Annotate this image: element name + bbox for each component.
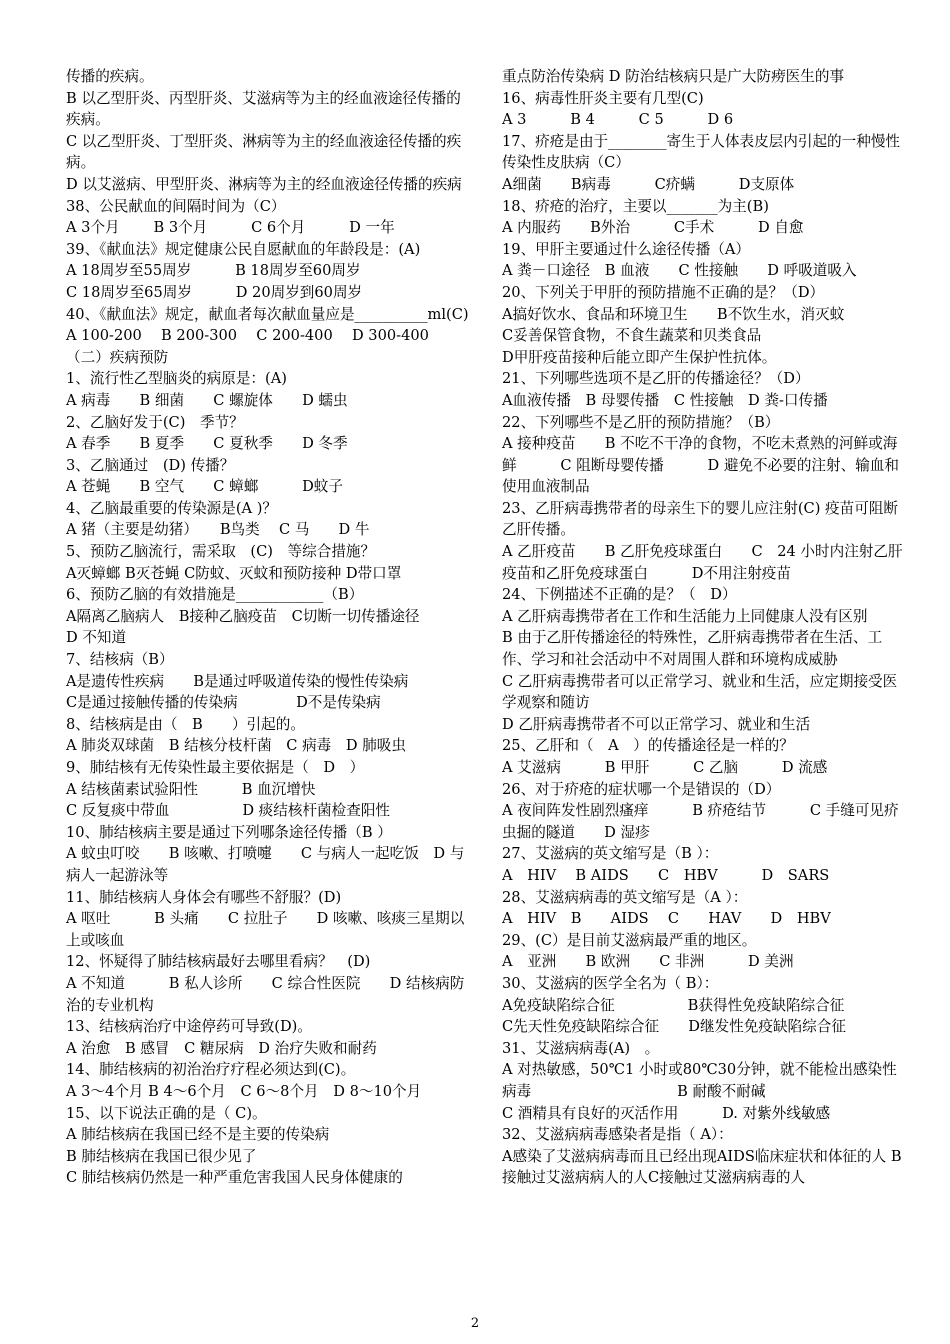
text-line: 23、乙肝病毒携带者的母亲生下的婴儿应注射(C) 疫苗可阻断乙肝传播。	[502, 499, 899, 539]
text-line: 22、下列哪些不是乙肝的预防措施？（B）	[502, 413, 780, 431]
text-line: A 乙肝疫苗 B 乙肝免疫球蛋白 C 24 小时内注射乙肝疫苗和乙肝免疫球蛋白 D不用注射疫苗	[502, 543, 903, 582]
text-line: A 接种疫苗 B 不吃不干净的食物，不吃未煮熟的河鲜或海鲜 C 阻断母婴传播 D 避免不必要的注射、输血和使用血液制品	[502, 435, 899, 496]
text-line: 27、艾滋病的英文缩写是（B ）：	[502, 845, 719, 863]
text-line: A 艾滋病 B 甲肝 C 乙脑 D 流感	[502, 759, 828, 776]
right-column	[502, 66, 910, 1189]
text-line: B 由于乙肝传播途径的特殊性，乙肝病毒携带者在生活、工作、学习和社会活动中不对周围人群和环境构成威胁	[502, 629, 883, 669]
text-line: 30、艾滋病的医学全名为（ B）：	[502, 974, 719, 992]
text-line: 16、病毒性肝炎主要有几型(C)	[502, 89, 704, 107]
text-line: 17、疥疮是由于________寄生于人体表皮层内引起的一种慢性传染性皮肤病（C）	[502, 132, 901, 172]
text-line: （二）疾病预防	[66, 348, 169, 366]
left-column	[66, 66, 474, 1189]
text-line: C 以乙型肝炎、丁型肝炎、淋病等为主的经血液途径传播的疾病。	[66, 132, 462, 172]
text-line: A是遗传性疾病 B是通过呼吸道传染的慢性传染病	[66, 672, 409, 690]
text-line: 10、肺结核病主要是通过下列哪条途径传播（B ）	[66, 823, 392, 841]
text-line: A 病毒 B 细菌 C 螺旋体 D 蠕虫	[66, 391, 348, 409]
text-line: 8、结核病是由（ B ）引起的。	[66, 715, 305, 733]
text-line: A免疫缺陷综合征 B获得性免疫缺陷综合征	[502, 996, 845, 1014]
text-line: A HIV B AIDS C HAV D HBV	[502, 910, 831, 928]
text-line: 32、艾滋病病毒感染者是指（ A）：	[502, 1126, 733, 1144]
text-line: C 肺结核病仍然是一种严重危害我国人民身体健康的	[66, 1169, 403, 1187]
text-line: A细菌 B病毒 C疥螨 D支原体	[502, 175, 795, 193]
text-line: D 乙肝病毒携带者不可以正常学习、就业和生活	[502, 715, 811, 733]
text-line: 3、乙脑通过 (D) 传播？	[66, 456, 235, 474]
text-line: D 不知道	[66, 629, 127, 647]
text-line: A 肺炎双球菌 B 结核分枝杆菌 C 病毒 D 肺吸虫	[66, 737, 406, 755]
text-line: A 夜间阵发性剧烈瘙痒 B 疥疮结节 C 手缝可见疥虫掘的隧道 D 湿疹	[502, 802, 899, 841]
text-line: A 不知道 B 私人诊所 C 综合性医院 D 结核病防治的专业机构	[66, 974, 465, 1014]
text-line: A感染了艾滋病病毒而且已经出现AIDS临床症状和体征的人 B接触过艾滋病病人的人C接触过艾滋病病毒的人	[502, 1147, 902, 1187]
text-line: 29、(C）是目前艾滋病最严重的地区。	[502, 931, 757, 949]
text-line: 11、肺结核病人身体会有哪些不舒服？(D)	[66, 888, 342, 906]
text-line: A 100-200 B 200-300 C 200-400 D 300-400	[66, 327, 429, 345]
text-line: 重点防治传染病 D 防治结核病只是广大防痨医生的事	[502, 68, 845, 85]
text-line: 2、乙脑好发于(C) 季节？	[66, 413, 244, 431]
text-line: A 呕吐 B 头痛 C 拉肚子 D 咳嗽、咳痰三星期以上或咳血	[66, 910, 465, 949]
text-line: C 18周岁至65周岁 D 20周岁到60周岁	[66, 283, 363, 301]
text-line: A 结核菌素试验阳性 B 血沉增快	[66, 780, 316, 798]
text-line: C妥善保管食物，不食生蔬菜和贝类食品	[502, 327, 762, 345]
text-line: A 猪（主要是幼猪） B鸟类 C 马 D 牛	[66, 521, 370, 539]
text-line: D 以艾滋病、甲型肝炎、淋病等为主的经血液途径传播的疾病	[66, 175, 462, 193]
text-line: A 3个月 B 3个月 C 6个月 D 一年	[66, 219, 395, 237]
text-line: 39、《献血法》规定健康公民自愿献血的年龄段是：(A)	[66, 240, 421, 258]
text-line: A搞好饮水、食品和环境卫生 B不饮生水，消灭蚊	[502, 305, 845, 323]
text-line: A 蚊虫叮咬 B 咳嗽、打喷嚏 C 与病人一起吃饭 D 与病人一起游泳等	[66, 845, 465, 884]
page-number: 2	[470, 1316, 480, 1331]
text-line: A灭蟑螂 B灭苍蝇 C防蚊、灭蚊和预防接种 D带口罩	[66, 564, 402, 582]
text-line: B 以乙型肝炎、丙型肝炎、艾滋病等为主的经血液途径传播的疾病。	[66, 89, 461, 129]
text-line: A 肺结核病在我国已经不是主要的传染病	[66, 1126, 330, 1144]
text-line: C 酒精具有良好的灭活作用 D. 对紫外线敏感	[502, 1104, 831, 1122]
text-line: A隔离乙脑病人 B接种乙脑疫苗 C切断一切传播途径	[66, 607, 420, 625]
text-line: 传播的疾病。	[66, 68, 154, 85]
text-line: A 对热敏感，50℃1 小时或80℃30分钟，就不能检出感染性病毒 B 耐酸不耐碱	[502, 1061, 897, 1100]
text-line: 20、下列关于甲肝的预防措施不正确的是？（D）	[502, 283, 825, 301]
text-line: A 3 B 4 C 5 D 6	[502, 111, 734, 129]
text-line: 21、下列哪些选项不是乙肝的传播途径？（D）	[502, 370, 810, 388]
text-line: 24、下例描述不正确的是？（ D）	[502, 586, 737, 604]
text-line: A HIV B AIDS C HBV D SARS	[502, 866, 830, 884]
text-line: 19、甲肝主要通过什么途径传播（A）	[502, 240, 751, 258]
text-line: 18、疥疮的治疗，主要以_______为主(B)	[502, 197, 769, 215]
text-line: C 反复痰中带血 D 痰结核杆菌检查阳性	[66, 802, 391, 820]
text-line: 1、流行性乙型脑炎的病原是：(A)	[66, 370, 287, 388]
text-line: A 春季 B 夏季 C 夏秋季 D 冬季	[66, 435, 348, 453]
text-line: 15、以下说法正确的是（ C)。	[66, 1104, 267, 1122]
text-line: A 亚洲 B 欧洲 C 非洲 D 美洲	[502, 953, 794, 971]
text-line: 12、怀疑得了肺结核病最好去哪里看病？ (D)	[66, 953, 371, 971]
text-line: 9、肺结核有无传染性最主要依据是（ D ）	[66, 759, 365, 776]
text-line: 13、结核病治疗中途停药可导致(D)。	[66, 1018, 312, 1036]
text-line: 7、结核病（B）	[66, 651, 174, 669]
text-line: A 苍蝇 B 空气 C 蟑螂 D蚊子	[66, 478, 343, 496]
text-line: 26、对于疥疮的症状哪一个是错误的（D）	[502, 780, 781, 798]
text-line: 28、艾滋病病毒的英文缩写是（A ）：	[502, 888, 748, 906]
text-line: 14、肺结核病的初治治疗疗程必须达到(C)。	[66, 1061, 356, 1079]
text-line: D甲肝疫苗接种后能立即产生保护性抗体。	[502, 348, 777, 366]
text-line: 38、公民献血的间隔时间为（C）	[66, 197, 286, 215]
text-line: A 粪－口途径 B 血液 C 性接触 D 呼吸道吸入	[502, 262, 857, 280]
text-line: A 内服药 B外治 C手术 D 自愈	[502, 219, 804, 237]
text-line: 25、乙肝和（ A ）的传播途径是一样的？	[502, 737, 794, 755]
text-line: A 治愈 B 感冒 C 糖尿病 D 治疗失败和耐药	[66, 1039, 377, 1057]
text-line: 40、《献血法》规定，献血者每次献血量应是__________ml(C)	[66, 305, 469, 323]
text-line: A 3～4个月 B 4～6个月 C 6～8个月 D 8～10个月	[66, 1082, 422, 1100]
text-line: 6、预防乙脑的有效措施是____________（B）	[66, 586, 364, 604]
text-line: A血液传播 B 母婴传播 C 性接触 D 粪-口传播	[502, 391, 828, 409]
text-line: 4、乙脑最重要的传染源是(A )？	[66, 499, 277, 517]
text-line: A 18周岁至55周岁 B 18周岁至60周岁	[66, 262, 361, 280]
text-line: B 肺结核病在我国已很少见了	[66, 1147, 257, 1165]
text-line: C先天性免疫缺陷综合征 D继发性免疫缺陷综合征	[502, 1018, 846, 1036]
text-line: C 乙肝病毒携带者可以正常学习、就业和生活，应定期接受医学观察和随访	[502, 672, 898, 712]
text-line: 31、艾滋病病毒(A) 。	[502, 1039, 660, 1057]
text-line: A 乙肝病毒携带者在工作和生活能力上同健康人没有区别	[502, 607, 868, 625]
text-line: C是通过接触传播的传染病 D不是传染病	[66, 694, 381, 712]
text-line: 5、预防乙脑流行，需采取 (C) 等综合措施？	[66, 543, 376, 561]
